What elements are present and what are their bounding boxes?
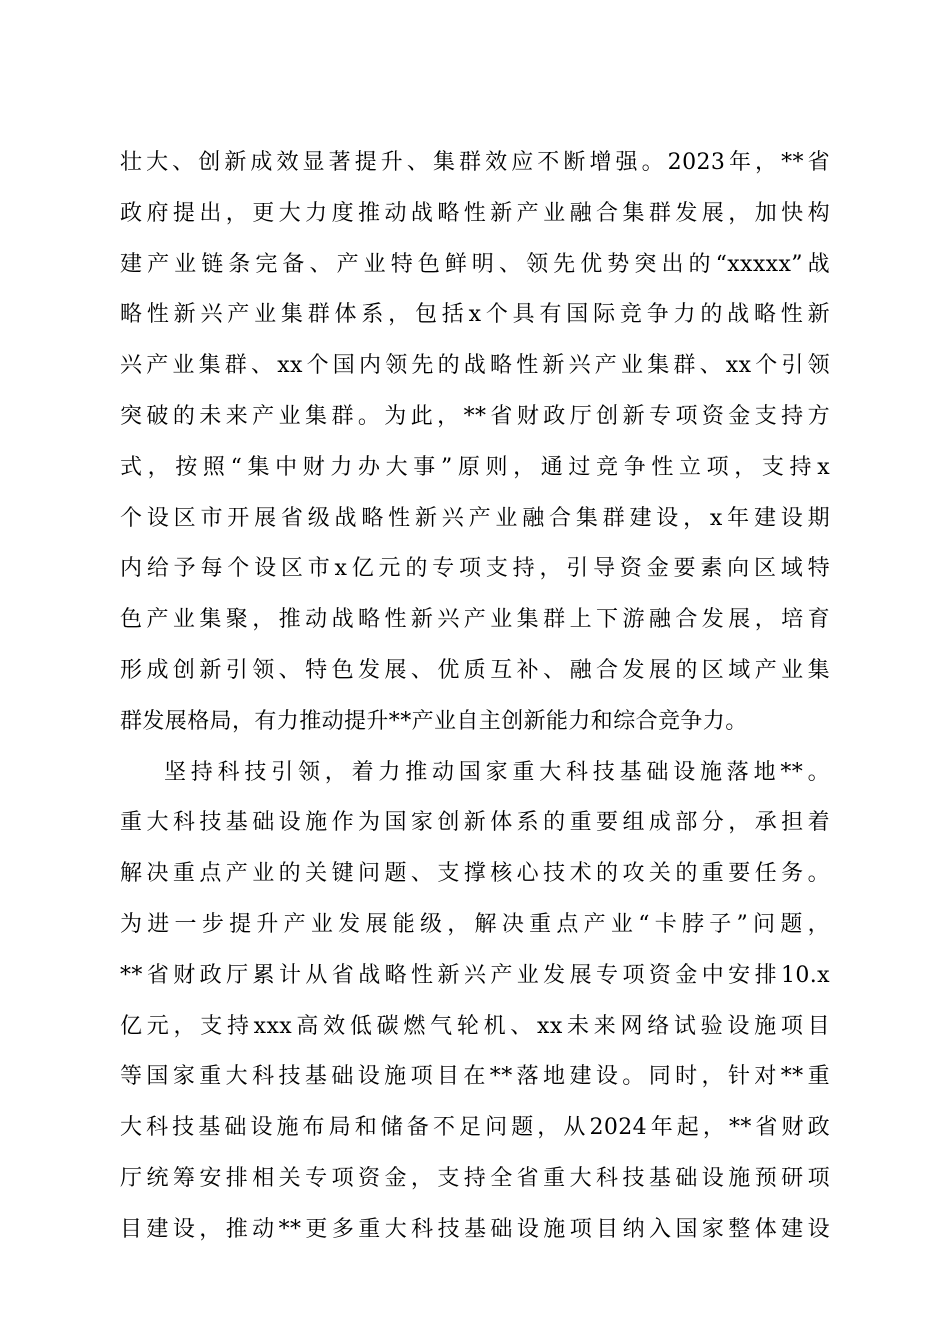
text-line: 个设区市开展省级战略性新兴产业融合集群建设，x年建设期: [120, 505, 830, 531]
text-line: 厅统筹安排相关专项资金，支持全省重大科技基础设施预研项: [120, 1165, 830, 1191]
text-line: 内给予每个设区市x亿元的专项支持，引导资金要素向区域特: [120, 556, 830, 582]
text-line: 突破的未来产业集群。为此，**省财政厅创新专项资金支持方: [120, 403, 830, 429]
text-line: 解决重点产业的关键问题、支撑核心技术的攻关的重要任务。: [120, 861, 830, 887]
text-line: 重大科技基础设施作为国家创新体系的重要组成部分，承担着: [120, 810, 830, 836]
paragraph-heading-line: 坚持科技引领，着力推动国家重大科技基础设施落地**。: [164, 759, 830, 785]
text-line: **省财政厅累计从省战略性新兴产业发展专项资金中安排10.x: [120, 962, 830, 988]
text-line: 形成创新引领、特色发展、优质互补、融合发展的区域产业集: [120, 657, 830, 683]
body-text: [120, 138, 830, 1256]
text-line: 政府提出，更大力度推动战略性新产业融合集群发展，加快构: [120, 200, 830, 226]
text-line: 目建设，推动**更多重大科技基础设施项目纳入国家整体建设: [120, 1216, 830, 1242]
text-line: 亿元，支持xxx高效低碳燃气轮机、xx未来网络试验设施项目: [120, 1013, 830, 1039]
text-line: 为进一步提升产业发展能级，解决重点产业“卡脖子”问题，: [120, 911, 830, 937]
text-line: 略性新兴产业集群体系，包括x个具有国际竞争力的战略性新: [120, 302, 830, 328]
text-line: 等国家重大科技基础设施项目在**落地建设。同时，针对**重: [120, 1064, 830, 1090]
paragraph-end-line: 群发展格局，有力推动提升**产业自主创新能力和综合竞争力。: [120, 708, 748, 734]
text-line: 壮大、创新成效显著提升、集群效应不断增强。2023年，**省: [120, 150, 830, 175]
text-line: 式，按照“集中财力办大事”原则，通过竞争性立项，支持x: [120, 454, 830, 480]
text-line: 建产业链条完备、产业特色鲜明、领先优势突出的“xxxxx”战: [120, 251, 830, 277]
text-line: 色产业集聚，推动战略性新兴产业集群上下游融合发展，培育: [120, 607, 830, 633]
text-line: 大科技基础设施布局和储备不足问题，从2024年起，**省财政: [120, 1115, 830, 1141]
text-line: 兴产业集群、xx个国内领先的战略性新兴产业集群、xx个引领: [120, 353, 830, 379]
